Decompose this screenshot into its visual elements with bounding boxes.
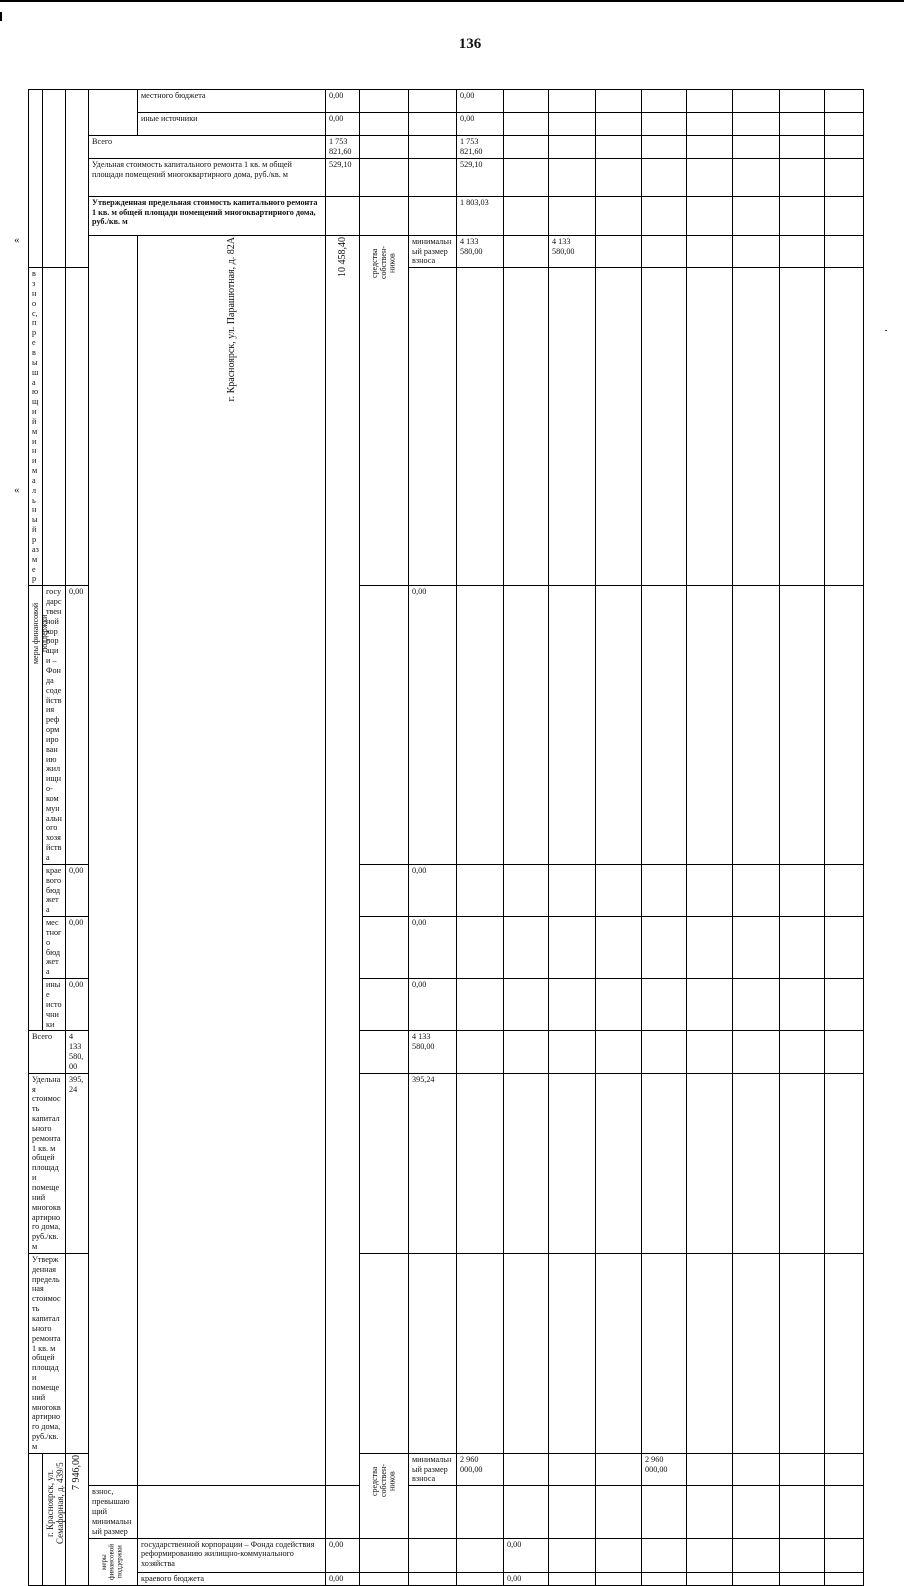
- area-text: 10 458,40: [336, 236, 348, 277]
- empty-cell: [66, 90, 89, 268]
- cell-value: 0,00: [504, 1572, 549, 1585]
- group-label: средства собствен-ников: [369, 246, 397, 280]
- cell-value: 4 133 580,00: [409, 1031, 457, 1073]
- table-row: [29, 1486, 864, 1538]
- group-label: меры финансовой поддержки: [100, 1543, 124, 1580]
- cell-value: 0,00: [457, 90, 504, 113]
- row-label-state-corp: государственной корпорации – Фонда содействия реформированию жилищно-коммунального хозяйства: [43, 586, 66, 865]
- cell-value: 1 753 821,60: [457, 136, 504, 159]
- cell-total: 2 960 000,00: [457, 1453, 504, 1486]
- scan-edge-mark: [0, 12, 2, 21]
- cell-value: 0,00: [409, 864, 457, 916]
- row-label-state-corp: государственной корпорации – Фонда содействия реформированию жилищно-коммунального хозяйства: [138, 1538, 326, 1572]
- row-label-regional: краевого бюджета: [43, 864, 66, 916]
- cell-total: 0,00: [326, 1572, 360, 1585]
- row-mark: «: [14, 234, 20, 246]
- cell-total: 1 753 821,60: [326, 136, 360, 159]
- cell-total: 0,00: [66, 917, 89, 979]
- area-cell: [66, 1453, 89, 1585]
- scan-top-edge: [0, 0, 904, 2]
- address-cell: [43, 1453, 66, 1585]
- empty-cell: [29, 90, 43, 268]
- row-label-excess-fee: взнос, превышающий минимальный размер: [89, 1486, 138, 1538]
- area-cell: [326, 235, 360, 1486]
- row-mark: «: [14, 484, 20, 496]
- cell-value: 0,00: [409, 979, 457, 1031]
- row-label-unit-cost: Удельная стоимость капитального ремонта 1 кв. м общей площади помещений многоквартирного дома, руб./кв. м: [29, 1073, 66, 1253]
- cell-value: 1 803,03: [457, 196, 504, 235]
- table-row: [29, 1572, 864, 1585]
- row-label-local: местного бюджета: [138, 90, 326, 113]
- cell-total: 0,00: [326, 90, 360, 113]
- budget-table: [28, 89, 864, 1586]
- address-cell: [138, 235, 326, 1486]
- cell-total: 0,00: [326, 113, 360, 136]
- table-row: [29, 235, 864, 268]
- group-support: [89, 1538, 138, 1585]
- cell-value: 0,00: [409, 917, 457, 979]
- cell-value: 395,24: [409, 1073, 457, 1253]
- cell-total: 4 133 580,00: [457, 235, 504, 268]
- cell-value: 0,00: [457, 113, 504, 136]
- table-row: [29, 113, 864, 136]
- row-label-min-fee: минимальный размер взноса: [409, 1453, 457, 1486]
- cell-total: 0,00: [326, 1538, 360, 1572]
- row-label-total: Всего: [29, 1031, 66, 1073]
- row-label-other: иные источники: [138, 113, 326, 136]
- group-label: меры финансовой поддержки: [31, 602, 49, 664]
- group-owners-funds: [360, 1453, 409, 1538]
- cell-total: 395,24: [66, 1073, 89, 1253]
- table-row: [29, 196, 864, 235]
- row-label-local: местного бюджета: [43, 917, 66, 979]
- row-label-other: иные источники: [43, 979, 66, 1031]
- empty-cell: [89, 235, 138, 1486]
- row-label-min-fee: минимальный размер взноса: [409, 235, 457, 268]
- row-label-limit-cost: Утвержденная предельная стоимость капитального ремонта 1 кв. м общей площади помещений многоквартирного дома, руб./кв. м: [29, 1253, 66, 1453]
- cell-total: 529,10: [326, 158, 360, 196]
- row-label-total: Всего: [89, 136, 326, 159]
- cell-total: 0,00: [66, 979, 89, 1031]
- cell-total: 0,00: [66, 586, 89, 865]
- scan-dot: [885, 330, 887, 331]
- page-number: 136: [458, 36, 482, 52]
- row-label-unit-cost: Удельная стоимость капитального ремонта 1 кв. м общей площади помещений многоквартирного дома, руб./кв. м: [89, 158, 326, 196]
- cell-total: 4 133 580,00: [66, 1031, 89, 1073]
- empty-cell: [43, 90, 66, 268]
- table-row: [29, 158, 864, 196]
- cell-value: 2 960 000,00: [642, 1453, 687, 1486]
- area-text: 7 946,00: [71, 1454, 82, 1490]
- table-row: [29, 90, 864, 113]
- address-text: г. Красноярск, ул. Парашютная, д. 82А: [225, 236, 237, 402]
- row-label-limit-cost: Утвержденная предельная стоимость капитального ремонта 1 кв. м общей площади помещений многоквартирного дома, руб./кв. м: [89, 196, 326, 235]
- empty-cell: [29, 1453, 43, 1585]
- group-support: [29, 586, 49, 1031]
- table-row: [29, 1538, 864, 1572]
- group-owners-funds: [360, 235, 409, 586]
- cell-value: 4 133 580,00: [549, 235, 596, 268]
- address-text: г. Красноярск, ул. Семафорная, д. 439/5: [45, 1461, 65, 1544]
- row-label-excess-fee: взнос, превышающий минимальный размер: [29, 268, 43, 586]
- cell-value: 0,00: [504, 1538, 549, 1572]
- cell-total: 0,00: [66, 864, 89, 916]
- empty-cell: [89, 90, 138, 136]
- row-label-regional: краевого бюджета: [138, 1572, 326, 1585]
- table-row: [29, 136, 864, 159]
- cell-value: 529,10: [457, 158, 504, 196]
- cell-value: 0,00: [409, 586, 457, 865]
- group-label: средства собствен-ников: [369, 1464, 397, 1498]
